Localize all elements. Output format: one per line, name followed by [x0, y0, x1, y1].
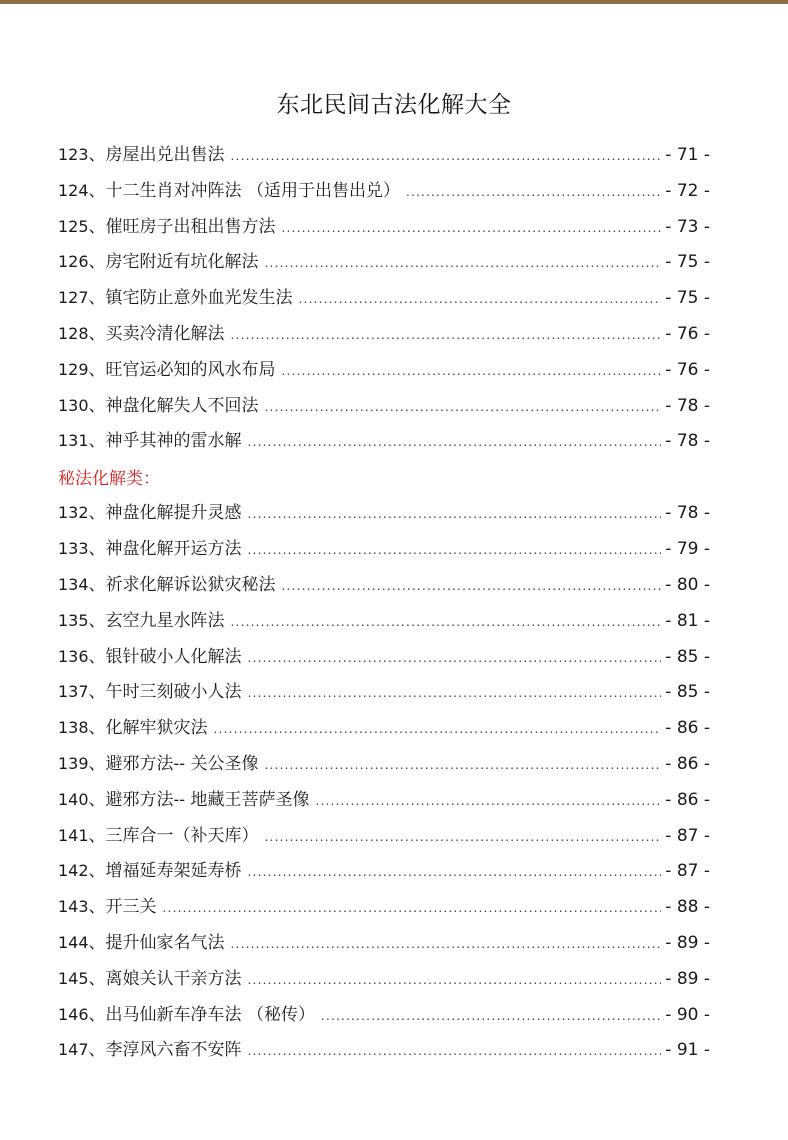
toc-entry-number: 139 [58, 753, 89, 773]
toc-entry-page-number: - 73 - [665, 216, 710, 237]
toc-entry-page-number: - 88 - [665, 897, 710, 918]
toc-entry-number: 138 [58, 718, 89, 738]
dot-leader [282, 221, 662, 235]
toc-entry[interactable] [58, 856, 710, 892]
toc-entry-title: 、午时三刻破小人法 [88, 682, 242, 703]
toc-entry-title: 、镇宅防止意外血光发生法 [88, 288, 293, 309]
toc-entry-number: 133 [58, 539, 89, 559]
page-title: 东北民间古法化解大全 [276, 92, 512, 118]
toc-entry-page-number: - 78 - [665, 395, 710, 416]
dot-leader [248, 435, 662, 449]
toc-entry-title: 、十二生肖对冲阵法 （适用于出售出兑） [88, 180, 400, 201]
toc-entry-page-number: - 76 - [665, 359, 710, 380]
toc-entry-title: 、旺官运必知的风水布局 [88, 359, 276, 380]
toc-entry[interactable] [58, 391, 710, 427]
dot-leader [282, 364, 662, 378]
toc-entry[interactable] [58, 140, 710, 176]
toc-entry[interactable] [58, 713, 710, 749]
toc-entry-page-number: - 85 - [665, 646, 710, 667]
dot-leader [231, 615, 662, 629]
toc-entry-page-number: - 86 - [665, 753, 710, 774]
dot-leader [248, 543, 662, 557]
toc-entry-number: 140 [58, 789, 89, 809]
toc-entry-page-number: - 89 - [665, 968, 710, 989]
toc-entry-page-number: - 72 - [665, 180, 710, 201]
toc-entry-title: 、神盘化解开运方法 [88, 539, 242, 560]
toc-entry[interactable] [58, 606, 710, 642]
toc-entry[interactable] [58, 247, 710, 283]
toc-entry-page-number: - 87 - [665, 861, 710, 882]
toc-entry-page-number: - 90 - [665, 1004, 710, 1025]
toc-entry-number: 135 [58, 610, 89, 630]
toc-entry-number: 130 [58, 395, 89, 415]
toc-entry-page-number: - 86 - [665, 789, 710, 810]
toc-entry-page-number: - 80 - [665, 574, 710, 595]
dot-leader [248, 1044, 662, 1058]
toc-entry-page-number: - 76 - [665, 323, 710, 344]
toc-entry-number: 126 [58, 252, 89, 272]
section-heading [58, 464, 710, 498]
toc-entry[interactable] [58, 642, 710, 678]
dot-leader [321, 1009, 661, 1023]
dot-leader [265, 830, 662, 844]
toc-entry-number: 131 [58, 431, 89, 451]
toc-entry-title: 、离娘关认干亲方法 [88, 968, 242, 989]
dot-leader [248, 651, 662, 665]
toc-entry-number: 127 [58, 288, 89, 308]
toc-entry-number: 145 [58, 968, 89, 988]
toc-entry-number: 137 [58, 682, 89, 702]
toc-entry[interactable] [58, 534, 710, 570]
section-heading-label: 秘法化解类： [58, 469, 160, 490]
toc-entry-page-number: - 81 - [665, 610, 710, 631]
table-of-contents [58, 140, 710, 1073]
toc-entry[interactable] [58, 570, 710, 606]
toc-entry-title: 、开三关 [88, 897, 157, 918]
toc-entry-title: 、避邪方法-- 关公圣像 [88, 753, 259, 774]
toc-entry[interactable] [58, 1000, 710, 1036]
toc-entry-title: 、神盘化解失人不回法 [88, 395, 259, 416]
dot-leader [231, 328, 662, 342]
toc-entry-title: 、祈求化解诉讼狱灾秘法 [88, 574, 276, 595]
toc-entry-page-number: - 71 - [665, 145, 710, 165]
toc-entry-number: 141 [58, 825, 89, 845]
toc-entry-title: 、玄空九星水阵法 [88, 610, 225, 631]
toc-entry-title: 、提升仙家名气法 [88, 932, 225, 953]
toc-entry-number: 128 [58, 323, 89, 343]
toc-entry-number: 132 [58, 503, 89, 523]
dot-leader [248, 507, 662, 521]
toc-entry-title: 、化解牢狱灾法 [88, 718, 208, 739]
toc-entry[interactable] [58, 355, 710, 391]
toc-entry[interactable] [58, 212, 710, 248]
toc-entry[interactable] [58, 928, 710, 964]
dot-leader [248, 865, 662, 879]
dot-leader [315, 794, 661, 808]
toc-entry-title: 、买卖冷清化解法 [88, 323, 225, 344]
toc-entry-number: 124 [58, 180, 89, 200]
toc-entry-page-number: - 78 - [665, 503, 710, 524]
top-rule [0, 0, 788, 4]
toc-entry-number: 129 [58, 359, 89, 379]
toc-group-secret-methods [58, 498, 710, 1073]
toc-entry[interactable] [58, 749, 710, 785]
toc-entry-page-number: - 91 - [665, 1040, 710, 1061]
toc-entry-title: 、出马仙新车净车法 （秘传） [88, 1004, 315, 1025]
toc-entry-title: 、神盘化解提升灵感 [88, 503, 242, 524]
toc-entry-number: 144 [58, 932, 89, 952]
toc-entry-page-number: - 75 - [665, 288, 710, 309]
dot-leader [265, 400, 662, 414]
toc-entry-number: 142 [58, 861, 89, 881]
toc-entry-page-number: - 87 - [665, 825, 710, 846]
toc-entry-title: 、避邪方法-- 地藏王菩萨圣像 [88, 789, 310, 810]
toc-entry-title: 、三库合一（补天库） [88, 825, 259, 846]
toc-entry-page-number: - 89 - [665, 932, 710, 953]
toc-entry-number: 125 [58, 216, 89, 236]
dot-leader [406, 185, 661, 199]
toc-entry-number: 143 [58, 897, 89, 917]
toc-entry[interactable] [58, 176, 710, 212]
dot-leader [299, 292, 662, 306]
toc-entry-page-number: - 75 - [665, 252, 710, 273]
toc-group-general [58, 140, 710, 464]
toc-entry-number: 123 [58, 145, 89, 164]
toc-entry[interactable] [58, 319, 710, 355]
dot-leader [282, 579, 662, 593]
toc-entry-title: 、房屋出兑出售法 [88, 145, 225, 165]
toc-entry-page-number: - 79 - [665, 539, 710, 560]
dot-leader [248, 686, 662, 700]
toc-entry-title: 、房宅附近有坑化解法 [88, 252, 259, 273]
dot-leader [265, 256, 662, 270]
dot-leader [248, 973, 662, 987]
toc-entry[interactable] [58, 892, 710, 928]
toc-entry-title: 、李淳风六畜不安阵 [88, 1040, 242, 1061]
toc-entry-page-number: - 86 - [665, 718, 710, 739]
dot-leader [214, 722, 662, 736]
dot-leader [264, 758, 661, 772]
dot-leader [231, 149, 662, 163]
toc-entry[interactable] [58, 426, 710, 464]
toc-entry-title: 、催旺房子出租出售方法 [88, 216, 276, 237]
toc-entry[interactable] [58, 1035, 710, 1073]
toc-entry-number: 146 [58, 1004, 89, 1024]
toc-entry-title: 、银针破小人化解法 [88, 646, 242, 667]
toc-entry-number: 134 [58, 574, 89, 594]
toc-entry[interactable] [58, 785, 710, 821]
toc-entry-page-number: - 85 - [665, 682, 710, 703]
toc-entry-number: 136 [58, 646, 89, 666]
toc-entry[interactable] [58, 498, 710, 534]
toc-entry-page-number: - 78 - [665, 431, 710, 452]
toc-entry[interactable] [58, 964, 710, 1000]
toc-entry[interactable] [58, 677, 710, 713]
toc-entry[interactable] [58, 283, 710, 319]
toc-entry-title: 、神乎其神的雷水解 [88, 431, 242, 452]
dot-leader [163, 901, 662, 915]
dot-leader [231, 937, 662, 951]
toc-entry-title: 、增福延寿架延寿桥 [88, 861, 242, 882]
toc-entry[interactable] [58, 821, 710, 857]
toc-entry-number: 147 [58, 1040, 89, 1060]
